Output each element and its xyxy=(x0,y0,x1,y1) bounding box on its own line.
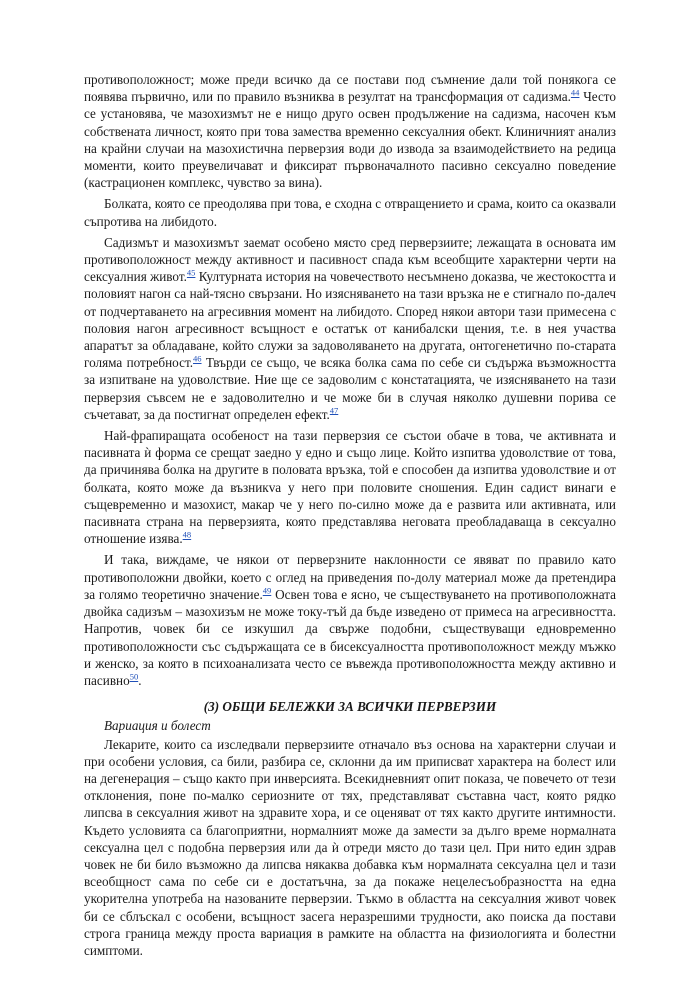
text-run: противоположност; може преди всичко да се постави под съмнение дали той понякога се появява първично, или по правило възниква в резултат на трансформация от садизма. xyxy=(84,72,616,105)
text-run: И така, виждаме, че някои от перверзните наклонности се явяват по правило като противоположни двойки, което с оглед на приведения по-долу материал може да претендира за голямо теоретично значение. xyxy=(84,552,616,602)
paragraph xyxy=(84,427,616,547)
text-run: . xyxy=(138,672,142,688)
paragraph xyxy=(84,551,616,689)
paragraph xyxy=(84,234,616,423)
text-run: Твърди се също, че всяка болка сама по себе си съдържа възможността за изпитване на удоволствие. Ние ще се задоволим с констатацията, че изясняването на тази перверзия съвсем не е задоволително и че може би в случая няколко душевни порива се съчетават, за да постигнат определен ефект. xyxy=(84,355,616,422)
text-run: Болката, която се преодолява при това, е сходна с отвращението и срама, които са оказвали съпротива на либидото. xyxy=(84,196,616,229)
footnote-link[interactable]: 46 xyxy=(193,353,202,364)
text-run: Често се установява, че мазохизмът не е нищо друго освен продължение на садизма, насочен към собствената личност, която при това замества временно сексуалния обект. Клиничният анализ на крайни случаи на мазохистична перверзия води до извода за взаимодействието на редица моменти, които преувеличават и фиксират първоначалното пасивно сексуално поведение (кастрационен комплекс, чувство за вина). xyxy=(84,89,616,191)
text-run: Най-фрапиращата особеност на тази перверзия се състои обаче в това, че активната и пасивната ѝ форма се срещат заедно у едно и също лице. Който изпитва удоволствие от това, да причинява болка на другите в половата връзка, той е способен да изпитва удоволствие и от болката, която може да възникva у него при половите сношения. Един садист винаги е същевременно и мазохист, макар че у него по-силно може да е развита или активната, или пасивната страна на перверзията, която представлява неговата преобладаваща в сексуално отношение изява. xyxy=(84,428,616,547)
footnote-link[interactable]: 47 xyxy=(329,405,339,416)
subheading: Вариация и болест xyxy=(104,718,211,734)
footnote-link[interactable]: 45 xyxy=(186,267,196,278)
section-heading: (3) ОБЩИ БЕЛЕЖКИ ЗА ВСИЧКИ ПЕРВЕРЗИИ xyxy=(203,699,497,715)
text-run: Културната история на човечеството несъмнено доказва, че жестокостта и половият нагон са най-тясно свързани. Но изясняването на тази връзка не е стигнало по-далеч от подчертаването на агресивния момент на либидото. Според някои автори тази примесена с половия нагон агресивност всъщност е остатък от канибалски щения, т.е. в нея участва апаратът за обладаване, който служи за задоволяването на другата, онтогенетично по-старата голяма потребност. xyxy=(84,269,616,371)
text-run: Освен това е ясно, че съществуването на противоположната двойка садизъм – мазохизъм не може току-тъй да бъде изведено от примеса на агресивността. Напротив, човек би се изкушил да свърже подобни, съществуващи едновременно противоположности със съдържащата се в бисексуалността противоположност между мъжко и женско, за която в психоанализата често се въвежда противоположността между активно и пасивно xyxy=(84,586,616,688)
footnote-link[interactable]: 49 xyxy=(262,585,272,596)
text-run: Садизмът и мазохизмът заемат особено място сред перверзиите; лежащата в основата им противоположност между активност и пасивност спада към всеобщите характерни черти на сексуалния живот. xyxy=(84,234,616,285)
body-paragraphs xyxy=(84,71,616,689)
footnote-link[interactable]: 44 xyxy=(570,87,580,98)
footnote-link[interactable]: 48 xyxy=(182,529,192,540)
paragraph xyxy=(84,195,616,229)
footnote-link[interactable]: 50 xyxy=(129,671,139,682)
paragraph xyxy=(84,71,616,191)
final-paragraph: Лекарите, които са изследвали перверзиите отначало въз основа на характерни случаи и при особени условия, са били, разбира се, склонни да им приписват характера на болест или на дегенерация – също както при инверсията. Всекидневният опит показа, че повечето от тези отклонения, поне по-малко сериозните от тях, представляват съставна част, която рядко липсва в сексуалния живот на здравите хора, и се оценяват от тях както другите интимности. Където условията са благоприятни, нормалният може да замести за дълго време нормалната сексуална цел с подобна перверзия или да ѝ отреди място до тази цел. При нито един здрав човек не би било възможно да липсва някаква добавка към нормалната сексуална цел и тази всеобщност сама по себе си е достатъчна, за да покаже нецелесъобразността на една укорителна употреба на назованите перверзии. Тъкмо в областта на сексуалния живот човек би се сблъскал с особени, всъщност засега неразрешими трудности, ако поиска да постави строга граница между проста вариация в рамките на областта на физиологията и болестни симптоми. xyxy=(84,736,616,958)
document-page xyxy=(84,71,616,963)
